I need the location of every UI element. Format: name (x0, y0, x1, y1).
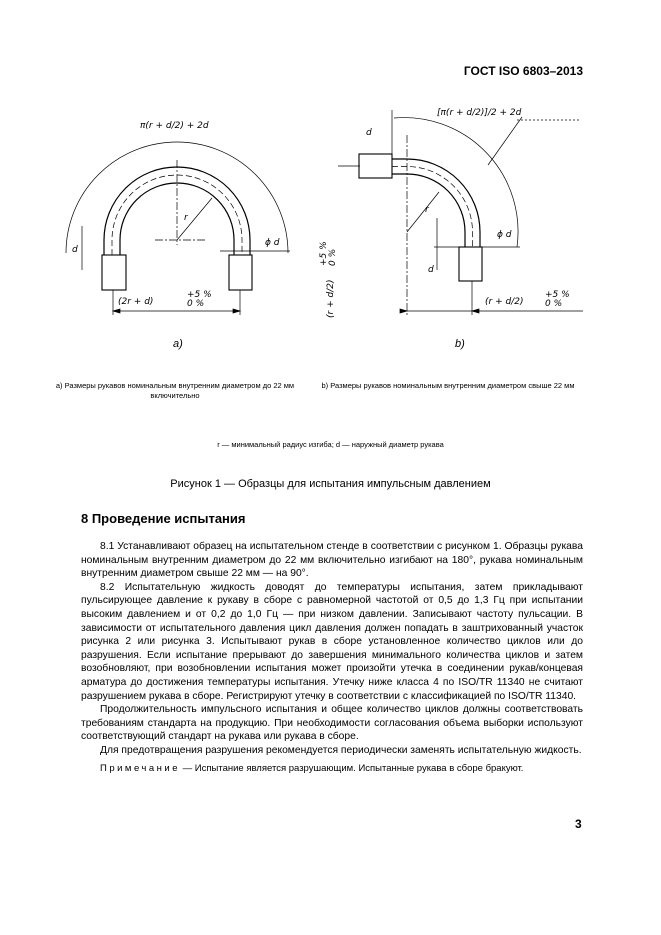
figure-b-height-tol-zero: 0 % (328, 248, 338, 266)
figure-b-height-label: (r + d/2) (326, 279, 336, 318)
figure-a-phi-d-label: ϕ d (265, 238, 280, 248)
document-code: ГОСТ ISO 6803–2013 (463, 64, 583, 78)
figure-b-arc-label: [π(r + d/2)]/2 + 2d (437, 108, 522, 118)
figure-a-sublabel: a) (173, 338, 183, 350)
page-number: 3 (575, 817, 582, 831)
figure-a-tol-zero: 0 % (187, 299, 205, 309)
note-text: — Испытание является разрушающим. Испытанные рукава в сборе бракуют. (180, 762, 524, 774)
paragraph: 8.2 Испытательную жидкость доводят до температуры испытания, затем прикладывают пульсирующее давление к рукаву в сборе с равномерной частотой от 0,5 до 1,3 Гц при испытании высоким давлением и от 0,2 до 1,0 Гц — при низком давлении. Записывают частоту пульсации. В зависимости от испытательного давления цикл давления должен попадать в заштрихованный участок рисунка 2 или рисунка 3. Испытывают рукав в сборе установленное количество циклов или до разрушения. Если испытание прерывают до завершения минимального количества циклов и затем возобновляют, при возобновлении испытания может произойти утечка в соединении рукав/концевая арматура до достижения температуры испытания. Утечку ниже класса 4 по ISO/TR 11340 не считают разрушением рукава в сборе. Регистрируют утечку в соответствии с классификацией по ISO/TR 11340. (81, 581, 583, 702)
paragraph: Для предотвращения разрушения рекомендуется периодически заменять испытательную жидкость. (100, 744, 582, 756)
figure-b-tol-zero: 0 % (545, 299, 563, 309)
figure-1-drawing (0, 0, 661, 360)
paragraph: 8.1 Устанавливают образец на испытательном стенде в соответствии с рисунком 1. Образцы рукава номинальным внутренним диаметром до 22 мм включительно изгибают на 180°, рукава номинальным внутренним диаметром свыше 22 мм — на 90°. (81, 541, 583, 580)
caption-b: b) Размеры рукавов номинальным внутренним диаметром свыше 22 мм (321, 381, 575, 390)
figure-b-hose-90 (338, 110, 583, 315)
figure-b-phi-d-label: ϕ d (497, 230, 512, 240)
note (81, 762, 583, 776)
figure-a-width-label: (2r + d) (118, 297, 154, 307)
figure-b-height-tol-plus: +5 % (319, 241, 329, 266)
note-label: Примечание (100, 762, 180, 774)
figure-b-d-label-bottom: d (428, 265, 434, 275)
figure-a-arc-label: π(r + d/2) + 2d (140, 121, 209, 131)
figure-legend: r — минимальный радиус изгиба; d — наружный диаметр рукава (217, 440, 444, 449)
caption-a: a) Размеры рукавов номинальным внутренним диаметром до 22 мм включительно (55, 381, 295, 400)
figure-b-width-label: (r + d/2) (485, 297, 524, 307)
section-body (81, 540, 583, 775)
figure-b-sublabel: b) (455, 338, 465, 350)
figure-b-tol-plus: +5 % (545, 290, 570, 300)
figure-a-hose-180 (66, 142, 290, 315)
figure-title: Рисунок 1 — Образцы для испытания импульсным давлением (170, 478, 491, 490)
figure-a-r-label: r (184, 213, 188, 223)
figure-b-d-label-top: d (366, 128, 372, 138)
figure-a-d-label: d (72, 245, 78, 255)
section-heading: 8 Проведение испытания (81, 511, 246, 526)
figure-b-r-label: r (425, 205, 429, 215)
figure-a-tol-plus: +5 % (187, 290, 212, 300)
paragraph: Продолжительность импульсного испытания и общее количество циклов должны соответствовать требованиям стандарта на продукцию. При необходимости согласования объема выборки используют соответствующий стандарт на рукава или рукава в сборе. (81, 704, 583, 743)
